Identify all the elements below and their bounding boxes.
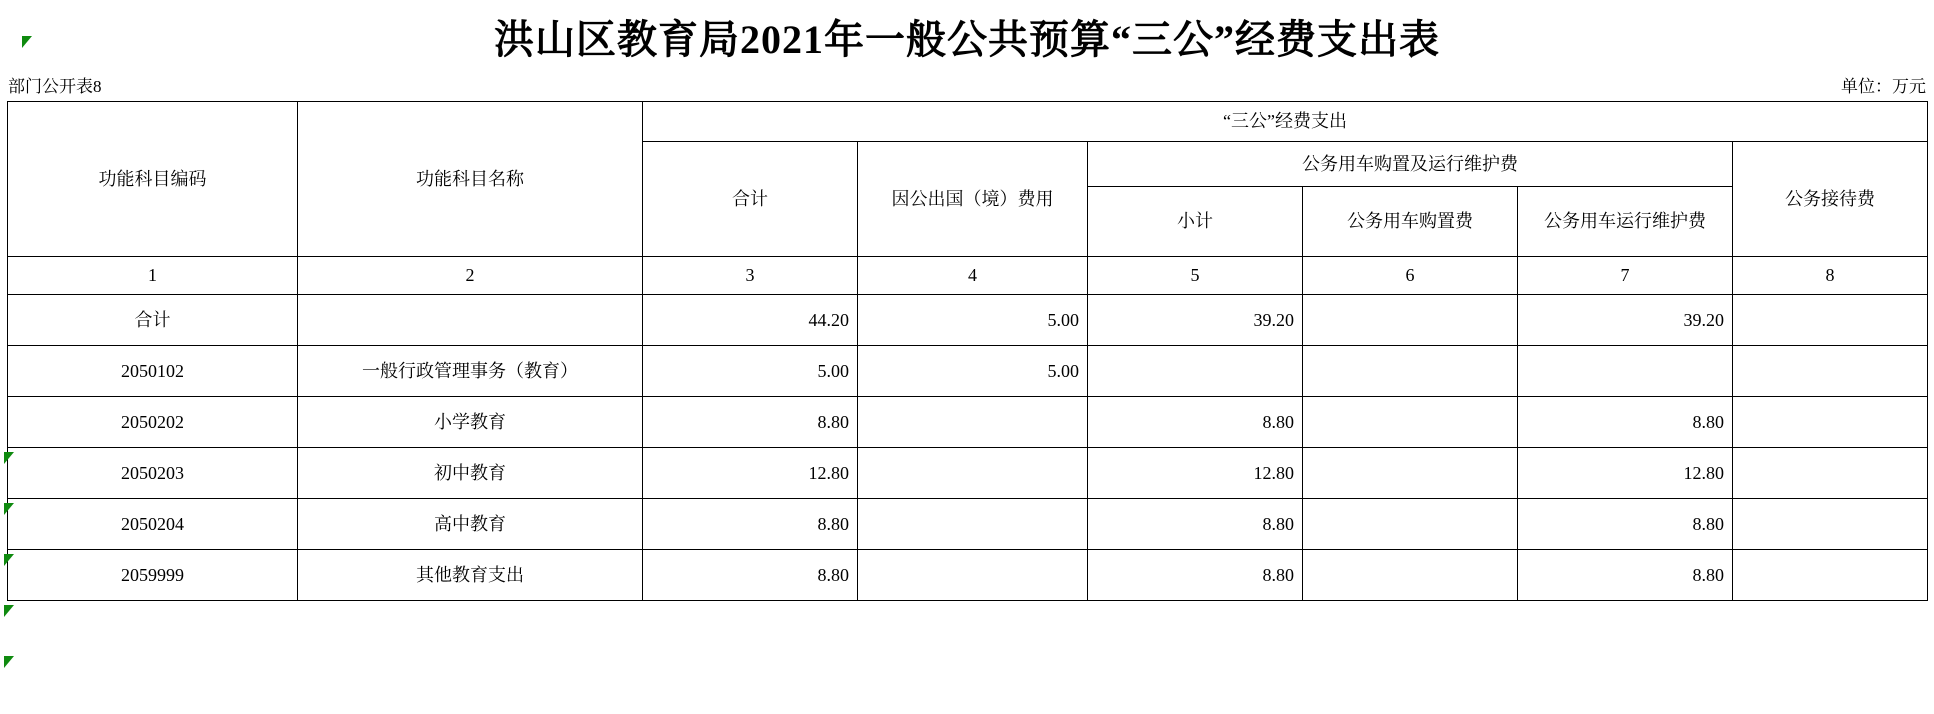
header-group-sangong: “三公”经费支出 xyxy=(643,102,1928,142)
cell-reception xyxy=(1733,550,1928,601)
cell-total: 8.80 xyxy=(643,397,858,448)
index-cell: 2 xyxy=(298,257,643,295)
cell-vehicle-subtotal: 39.20 xyxy=(1088,295,1303,346)
cell-vehicle-subtotal: 12.80 xyxy=(1088,448,1303,499)
cell-code: 2059999 xyxy=(8,550,298,601)
cell-reception xyxy=(1733,295,1928,346)
header-reception: 公务接待费 xyxy=(1733,142,1928,257)
cell-vehicle-purchase xyxy=(1303,550,1518,601)
table-header-row xyxy=(8,102,1928,142)
cell-name: 初中教育 xyxy=(298,448,643,499)
table-row xyxy=(8,397,1928,448)
cell-vehicle-purchase xyxy=(1303,499,1518,550)
cell-code: 2050203 xyxy=(8,448,298,499)
index-cell: 1 xyxy=(8,257,298,295)
cell-reception xyxy=(1733,448,1928,499)
cell-total: 8.80 xyxy=(643,550,858,601)
cell-name: 小学教育 xyxy=(298,397,643,448)
cell-code: 2050204 xyxy=(8,499,298,550)
cell-vehicle-subtotal: 8.80 xyxy=(1088,499,1303,550)
cell-code: 2050202 xyxy=(8,397,298,448)
page-title: 洪山区教育局2021年一般公共预算“三公”经费支出表 xyxy=(494,17,1440,62)
cell-abroad xyxy=(858,550,1088,601)
cell-total: 5.00 xyxy=(643,346,858,397)
cell-total: 8.80 xyxy=(643,499,858,550)
cell-vehicle-maintain: 8.80 xyxy=(1518,550,1733,601)
table-row xyxy=(8,499,1928,550)
cell-code: 合计 xyxy=(8,295,298,346)
subheader xyxy=(0,72,1934,101)
header-col-code: 功能科目编码 xyxy=(8,102,298,257)
table-row xyxy=(8,448,1928,499)
cell-abroad: 5.00 xyxy=(858,295,1088,346)
cell-abroad: 5.00 xyxy=(858,346,1088,397)
cell-vehicle-subtotal: 8.80 xyxy=(1088,550,1303,601)
cell-name: 高中教育 xyxy=(298,499,643,550)
cell-vehicle-subtotal xyxy=(1088,346,1303,397)
cell-reception xyxy=(1733,346,1928,397)
header-total: 合计 xyxy=(643,142,858,257)
cell-vehicle-purchase xyxy=(1303,397,1518,448)
index-cell: 5 xyxy=(1088,257,1303,295)
cell-vehicle-maintain: 8.80 xyxy=(1518,499,1733,550)
table-row xyxy=(8,550,1928,601)
cell-vehicle-subtotal: 8.80 xyxy=(1088,397,1303,448)
cell-abroad xyxy=(858,397,1088,448)
table-row xyxy=(8,295,1928,346)
cell-vehicle-purchase xyxy=(1303,295,1518,346)
form-number: 部门公开表8 xyxy=(8,77,102,96)
header-vehicle-purchase: 公务用车购置费 xyxy=(1303,187,1518,257)
cell-total: 12.80 xyxy=(643,448,858,499)
header-vehicle-subtotal: 小计 xyxy=(1088,187,1303,257)
header-vehicle-maintain: 公务用车运行维护费 xyxy=(1518,187,1733,257)
cell-total: 44.20 xyxy=(643,295,858,346)
header-vehicle-group: 公务用车购置及运行维护费 xyxy=(1088,142,1733,187)
index-cell: 6 xyxy=(1303,257,1518,295)
cell-name: 其他教育支出 xyxy=(298,550,643,601)
cell-vehicle-maintain: 8.80 xyxy=(1518,397,1733,448)
column-index-row xyxy=(8,257,1928,295)
cell-code: 2050102 xyxy=(8,346,298,397)
cell-vehicle-maintain: 12.80 xyxy=(1518,448,1733,499)
cell-abroad xyxy=(858,448,1088,499)
comment-marker xyxy=(4,605,14,617)
cell-abroad xyxy=(858,499,1088,550)
cell-name xyxy=(298,295,643,346)
cell-vehicle-maintain: 39.20 xyxy=(1518,295,1733,346)
budget-table xyxy=(7,101,1928,601)
cell-reception xyxy=(1733,499,1928,550)
table-row xyxy=(8,346,1928,397)
comment-marker xyxy=(4,656,14,668)
unit-note: 单位：万元 xyxy=(1841,77,1926,96)
header-col-name: 功能科目名称 xyxy=(298,102,643,257)
cell-vehicle-maintain xyxy=(1518,346,1733,397)
cell-vehicle-purchase xyxy=(1303,346,1518,397)
index-cell: 8 xyxy=(1733,257,1928,295)
index-cell: 4 xyxy=(858,257,1088,295)
header-abroad: 因公出国（境）费用 xyxy=(858,142,1088,257)
cell-reception xyxy=(1733,397,1928,448)
index-cell: 3 xyxy=(643,257,858,295)
index-cell: 7 xyxy=(1518,257,1733,295)
cell-vehicle-purchase xyxy=(1303,448,1518,499)
cell-name: 一般行政管理事务（教育） xyxy=(298,346,643,397)
